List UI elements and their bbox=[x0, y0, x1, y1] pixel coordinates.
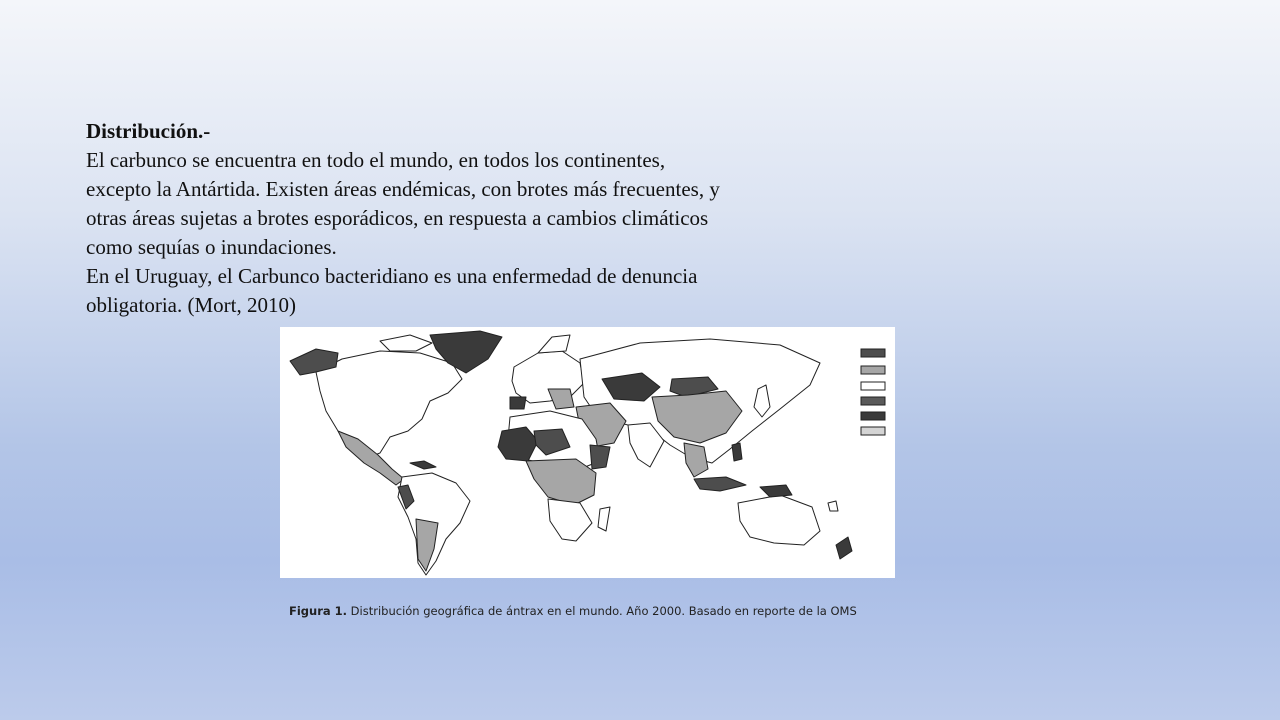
region-new-zealand bbox=[836, 537, 852, 559]
legend-swatch-3 bbox=[861, 382, 885, 390]
region-southern-africa bbox=[548, 499, 592, 541]
region-philippines bbox=[732, 443, 742, 461]
legend-swatch-5 bbox=[861, 412, 885, 420]
region-caribbean bbox=[410, 461, 436, 469]
section-heading: Distribución.- bbox=[86, 119, 211, 143]
region-iberia bbox=[510, 397, 526, 409]
region-scandinavia bbox=[538, 335, 570, 353]
map-legend bbox=[861, 349, 885, 435]
legend-swatch-1 bbox=[861, 349, 885, 357]
region-pacific-islands bbox=[828, 501, 838, 511]
region-indonesia bbox=[694, 477, 746, 491]
paragraph-uruguay: En el Uruguay, el Carbunco bacteridiano es una enfermedad de denuncia obligatoria. (Mort, 2010) bbox=[86, 264, 698, 317]
region-madagascar bbox=[598, 507, 610, 531]
region-australia bbox=[738, 495, 820, 545]
legend-swatch-6 bbox=[861, 427, 885, 435]
legend-swatch-2 bbox=[861, 366, 885, 374]
region-arctic-islands bbox=[380, 335, 432, 351]
region-se-asia bbox=[684, 443, 708, 477]
region-central-africa bbox=[526, 459, 596, 505]
region-horn-of-africa bbox=[590, 445, 610, 469]
paragraph-distribution: El carbunco se encuentra en todo el mundo, en todos los continentes, excepto la Antártida. Existen áreas endémicas, con brotes más frecuentes, y otras áreas sujetas a brotes esporádicos, en respuesta a cambios climáticos como sequías o inundaciones. bbox=[86, 148, 720, 259]
world-map bbox=[280, 327, 895, 578]
caption-label: Figura 1. bbox=[289, 604, 348, 618]
region-papua bbox=[760, 485, 792, 497]
legend-swatch-4 bbox=[861, 397, 885, 405]
caption-text: Distribución geográfica de ántrax en el mundo. Año 2000. Basado en reporte de la OMS bbox=[347, 604, 857, 618]
region-europe bbox=[512, 351, 584, 403]
figure-caption bbox=[289, 602, 889, 620]
world-map-figure bbox=[280, 327, 895, 578]
slide-text bbox=[86, 117, 726, 320]
region-north-america bbox=[316, 351, 462, 459]
region-balkans bbox=[548, 389, 574, 409]
